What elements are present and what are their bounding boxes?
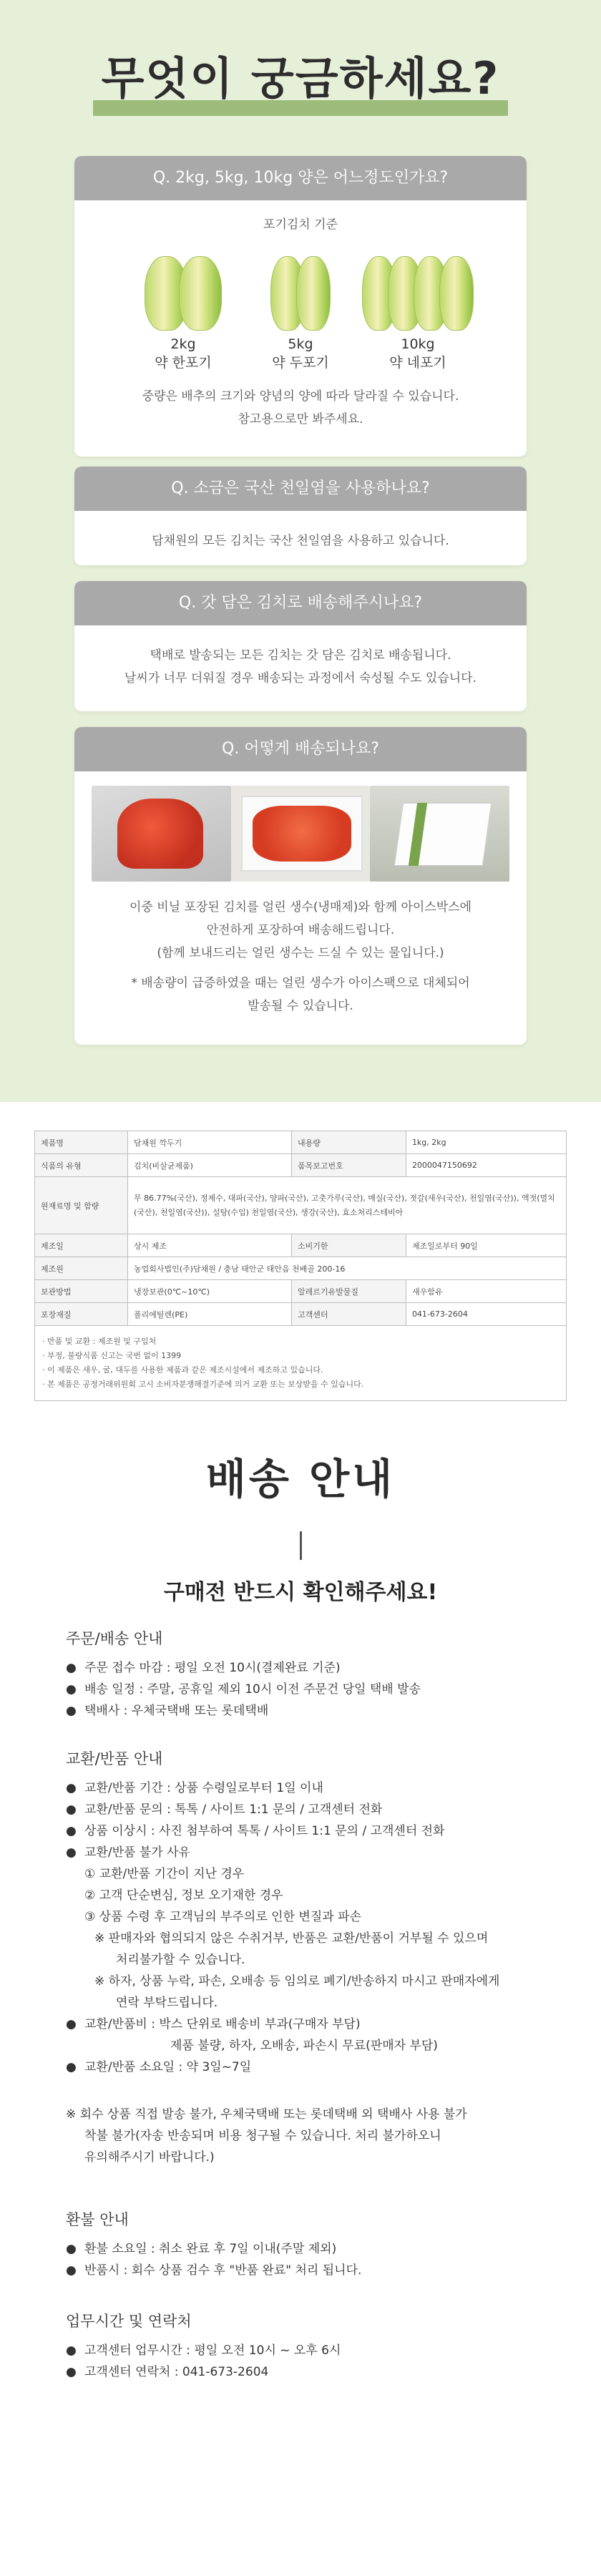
answer-line: (함께 보내드리는 얼린 생수는 드실 수 있는 물입니다.) bbox=[157, 946, 444, 960]
list-item bbox=[66, 1799, 558, 1820]
size-item bbox=[126, 246, 240, 372]
list-item bbox=[66, 2057, 558, 2078]
bullet-icon: ● bbox=[66, 2263, 77, 2278]
note-line: · 반품 및 교환 : 제조원 및 구입처 bbox=[42, 1337, 157, 1346]
basis-label: 포기김치 기준 bbox=[263, 218, 338, 232]
list-text: 교환/반품 문의 : 톡톡 / 사이트 1:1 문의 / 고객센터 전화 bbox=[84, 1802, 383, 1817]
section-title: 환불 안내 bbox=[66, 2211, 129, 2228]
shipping-title: 배송 안내 bbox=[205, 1455, 396, 1503]
remark-line: 처리불가할 수 있습니다. bbox=[116, 1953, 245, 1967]
cabbage-image bbox=[243, 246, 358, 331]
cabbage-image bbox=[126, 246, 240, 331]
size-desc: 약 두포기 bbox=[272, 355, 329, 371]
bullet-icon: ● bbox=[66, 1845, 77, 1860]
table-value: 담채원 깍두기 bbox=[128, 1131, 292, 1154]
list-item bbox=[66, 1657, 558, 1679]
list-item bbox=[66, 2260, 558, 2281]
table-key: 식품의 유형 bbox=[35, 1154, 128, 1177]
table-key: 제조원 bbox=[35, 1257, 128, 1280]
delivery-note: 발송될 수 있습니다. bbox=[248, 999, 353, 1013]
remark-line: 연락 부탁드립니다. bbox=[116, 1996, 218, 2010]
list-item bbox=[66, 1820, 558, 1842]
bullet-icon: ● bbox=[66, 1802, 77, 1817]
list-item bbox=[66, 2361, 558, 2383]
list-text: 교환/반품 소요일 : 약 3일~7일 bbox=[84, 2060, 252, 2074]
list-item bbox=[66, 1842, 558, 1863]
faq-question: Q. 어떻게 배송되나요? bbox=[74, 727, 527, 771]
faq-title-wrap bbox=[0, 43, 601, 122]
product-info-table bbox=[34, 1131, 567, 1326]
vertical-divider bbox=[300, 1531, 302, 1560]
list-text: 고객센터 연락처 : 041-673-2604 bbox=[84, 2365, 269, 2379]
answer-line: 이중 비닐 포장된 김치를 얼린 생수(냉매제)와 함께 아이스박스에 bbox=[129, 900, 472, 914]
note-line: · 이 제품은 새우, 굴, 대두를 사용한 제품과 같은 제조시설에서 제조하고 있습니다. bbox=[42, 1365, 323, 1375]
faq-answer bbox=[74, 771, 527, 1029]
table-key: 보관방법 bbox=[35, 1280, 128, 1303]
list-item bbox=[66, 2014, 558, 2035]
table-key: 품목보고번호 bbox=[291, 1154, 406, 1177]
bullet-icon: ● bbox=[66, 1704, 77, 1718]
table-key: 알레르기유발물질 bbox=[291, 1280, 406, 1303]
table-key: 포장재질 bbox=[35, 1303, 128, 1326]
table-value: 제조일로부터 90일 bbox=[406, 1234, 566, 1257]
table-key: 원재료명 및 함량 bbox=[35, 1177, 128, 1234]
packing-photos bbox=[82, 786, 519, 882]
delivery-note: * 배송량이 급증하였을 때는 얼린 생수가 아이스팩으로 대체되어 bbox=[131, 976, 470, 990]
list-item bbox=[66, 1679, 558, 1700]
shipping-guide bbox=[0, 1445, 601, 2383]
table-value: 농업회사법인(주)담채원 / 충남 태안군 태안읍 천배골 200-16 bbox=[128, 1257, 567, 1280]
section-title: 주문/배송 안내 bbox=[66, 1630, 163, 1647]
order-section bbox=[0, 1627, 601, 2383]
list-item bbox=[66, 2238, 558, 2260]
table-key: 고객센터 bbox=[291, 1303, 406, 1326]
table-key: 제품명 bbox=[35, 1131, 128, 1154]
bullet-icon: ● bbox=[66, 2343, 77, 2358]
bullet-icon: ● bbox=[66, 2060, 77, 2074]
reason-item: ② 고객 단순변심, 정보 오기재한 경우 bbox=[84, 1888, 283, 1903]
table-value: 상시 제조 bbox=[128, 1234, 292, 1257]
table-row bbox=[35, 1257, 567, 1280]
reason-item: ③ 상품 수령 후 고객님의 부주의로 인한 변질과 파손 bbox=[84, 1910, 361, 1924]
quantity-note: 참고용으로만 봐주세요. bbox=[238, 412, 363, 426]
faq-section bbox=[0, 0, 601, 1102]
kimchi-bag-photo bbox=[92, 786, 231, 882]
table-row bbox=[35, 1303, 567, 1326]
return-warning bbox=[66, 2104, 558, 2168]
list-item bbox=[66, 1777, 558, 1799]
bullet-icon: ● bbox=[66, 2365, 77, 2379]
kimchi-box-photo bbox=[231, 786, 371, 882]
faq-title: 무엇이 궁금하세요? bbox=[101, 52, 500, 104]
list-text: 교환/반품비 : 박스 단위로 배송비 부과(구매자 부담) bbox=[84, 2017, 361, 2031]
list-text: 환불 소요일 : 취소 완료 후 7일 이내(주말 제외) bbox=[84, 2242, 337, 2256]
quantity-note: 중량은 배추의 크기와 양념의 양에 따라 달라질 수 있습니다. bbox=[142, 389, 459, 404]
size-item bbox=[361, 246, 475, 372]
faq-answer: 담채원의 모든 김치는 국산 천일염을 사용하고 있습니다. bbox=[152, 534, 449, 548]
list-text: 교환/반품 불가 사유 bbox=[84, 1845, 190, 1860]
list-item bbox=[66, 1700, 558, 1722]
warning-line: 착불 불가(자송 반송되며 비용 청구될 수 있습니다. 처리 불가하오니 bbox=[84, 2129, 441, 2143]
size-kg: 10kg bbox=[401, 336, 435, 352]
table-value: 1kg, 2kg bbox=[406, 1131, 566, 1154]
table-key: 제조일 bbox=[35, 1234, 128, 1257]
size-list bbox=[96, 246, 505, 372]
size-item bbox=[243, 246, 358, 372]
bullet-icon: ● bbox=[66, 2017, 77, 2031]
faq-answer bbox=[74, 625, 527, 708]
table-row bbox=[35, 1234, 567, 1257]
bullet-icon: ● bbox=[66, 1781, 77, 1795]
size-kg: 5kg bbox=[288, 336, 313, 352]
faq-card-fresh bbox=[74, 581, 527, 711]
list-text: 고객센터 업무시간 : 평일 오전 10시 ~ 오후 6시 bbox=[84, 2343, 341, 2358]
warning-line: ※ 회수 상품 직접 발송 불가, 우체국택배 또는 롯데택배 외 택배사 사용 불가 bbox=[66, 2107, 467, 2122]
answer-line: 날씨가 너무 더워질 경우 배송되는 과정에서 숙성될 수도 있습니다. bbox=[124, 671, 477, 686]
note-line: · 부정, 불량식품 신고는 국번 없이 1399 bbox=[42, 1351, 182, 1360]
table-row bbox=[35, 1280, 567, 1303]
faq-question: Q. 갓 담은 김치로 배송해주시나요? bbox=[74, 581, 527, 625]
faq-question: Q. 소금은 국산 천일염을 사용하나요? bbox=[74, 467, 527, 511]
answer-line: 안전하게 포장하여 배송해드립니다. bbox=[206, 923, 395, 937]
table-value: 041-673-2604 bbox=[406, 1303, 566, 1326]
answer-line: 택배로 발송되는 모든 김치는 갓 담은 김치로 배송됩니다. bbox=[150, 648, 451, 663]
table-value: 새우함유 bbox=[406, 1280, 566, 1303]
product-info bbox=[34, 1131, 567, 1401]
section-title: 업무시간 및 연락처 bbox=[66, 2313, 192, 2330]
table-row bbox=[35, 1154, 567, 1177]
bullet-icon: ● bbox=[66, 1682, 77, 1697]
table-value: 냉장보관(0℃~10℃) bbox=[128, 1280, 292, 1303]
table-row bbox=[35, 1177, 567, 1234]
remark-line: ※ 판매자와 협의되지 않은 수취거부, 반품은 교환/반품이 거부될 수 있으며 bbox=[94, 1931, 489, 1946]
bullet-icon: ● bbox=[66, 1661, 77, 1675]
cost-line: 제품 불량, 하자, 오배송, 파손시 무료(판매자 부담) bbox=[170, 2039, 438, 2053]
bullet-icon: ● bbox=[66, 2242, 77, 2256]
shipping-subtitle: 구매전 반드시 확인해주세요! bbox=[163, 1580, 438, 1605]
bullet-icon: ● bbox=[66, 1824, 77, 1838]
list-text: 상품 이상시 : 사진 첨부하여 톡톡 / 사이트 1:1 문의 / 고객센터 전화 bbox=[84, 1824, 445, 1838]
table-value: 2000047150692 bbox=[406, 1154, 566, 1177]
table-row bbox=[35, 1131, 567, 1154]
faq-card-salt bbox=[74, 467, 527, 565]
remark-line: ※ 하자, 상품 누락, 파손, 오배송 등 임의로 폐기/반송하지 마시고 판매자에게 bbox=[94, 1974, 500, 1989]
size-kg: 2kg bbox=[170, 336, 196, 352]
list-text: 택배사 : 우체국택배 또는 롯데택배 bbox=[84, 1704, 269, 1718]
ice-box-photo bbox=[370, 786, 509, 882]
faq-answer bbox=[74, 200, 527, 449]
list-text: 배송 일정 : 주말, 공휴일 제외 10시 이전 주문건 당일 택배 발송 bbox=[84, 1682, 421, 1697]
reason-item: ① 교환/반품 기간이 지난 경우 bbox=[84, 1867, 245, 1881]
list-item bbox=[66, 2340, 558, 2361]
faq-card-delivery bbox=[74, 727, 527, 1045]
info-notes bbox=[34, 1326, 567, 1401]
size-desc: 약 한포기 bbox=[155, 355, 212, 371]
table-key: 내용량 bbox=[291, 1131, 406, 1154]
list-text: 반품시 : 회수 상품 검수 후 "반품 완료" 처리 됩니다. bbox=[84, 2263, 362, 2278]
section-title: 교환/반품 안내 bbox=[66, 1750, 163, 1767]
table-value: 김치(비살균제품) bbox=[128, 1154, 292, 1177]
table-value: 무 86.77%(국산), 정제수, 대파(국산), 양파(국산), 고춧가루(국산), 매실(국산), 젓갈(새우(국산), 천일염(국산)), 액젓(멸치(국산), 천일염(국산)), 설탕(수입) 천일염(국산), 생강(국산), 효소처리스테비아 bbox=[128, 1177, 567, 1234]
note-line: · 본 제품은 공정거래위원회 고시 소비자분쟁해결기준에 의거 교환 또는 보상받을 수 있습니다. bbox=[42, 1380, 364, 1389]
faq-card-quantity bbox=[74, 156, 527, 457]
size-desc: 약 네포기 bbox=[389, 355, 446, 371]
table-value: 폴리에틸렌(PE) bbox=[128, 1303, 292, 1326]
faq-question: Q. 2kg, 5kg, 10kg 양은 어느정도인가요? bbox=[74, 156, 527, 200]
cabbage-image bbox=[361, 246, 475, 331]
table-key: 소비기한 bbox=[291, 1234, 406, 1257]
list-text: 교환/반품 기간 : 상품 수령일로부터 1일 이내 bbox=[84, 1781, 323, 1795]
warning-line: 유의해주시기 바랍니다.) bbox=[84, 2150, 215, 2165]
list-text: 주문 접수 마감 : 평일 오전 10시(결제완료 기준) bbox=[84, 1661, 341, 1675]
